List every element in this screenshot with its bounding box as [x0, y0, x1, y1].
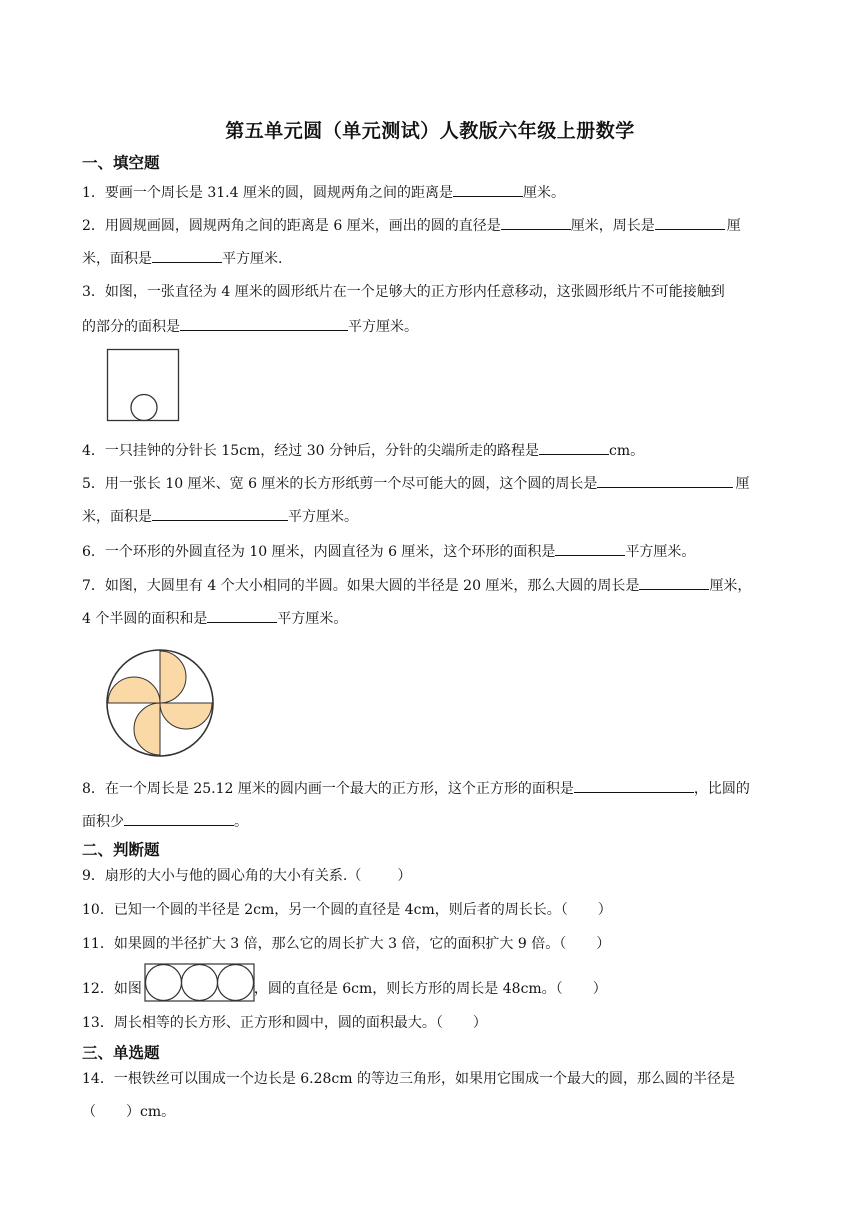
answer-blank[interactable] — [555, 540, 625, 556]
q6-text: 6．一个环形的外圆直径为 10 厘米，内圆直径为 6 厘米，这个环形的面积是 — [82, 544, 556, 560]
question-8 — [82, 777, 750, 799]
q9-text: 9．扇形的大小与他的圆心角的大小有关系.（ — [82, 868, 362, 884]
q14-text: 14．一根铁丝可以围成一个边长是 6.28cm 的等边三角形，如果用它围成一个最大的圆，那么圆的半径是 — [82, 1071, 736, 1087]
q8-text-d: 。 — [234, 814, 248, 830]
answer-blank[interactable] — [180, 315, 348, 331]
q7-text-c: 4 个半圆的面积和是 — [82, 611, 208, 627]
answer-blank[interactable] — [124, 810, 234, 826]
q11-text: 11．如果圆的半径扩大 3 倍，那么它的周长扩大 3 倍，它的面积扩大 9 倍。（ — [82, 936, 567, 952]
q1-text: 1．要画一个周长是 31.4 厘米的圆，圆规两角之间的距离是 — [82, 185, 453, 201]
question-7 — [82, 574, 751, 596]
q10-text: 10．已知一个圆的半径是 2cm，另一个圆的直径是 4cm，则后者的周长长。（ — [82, 902, 568, 918]
q10-close: ） — [597, 902, 612, 918]
question-5-cont — [82, 505, 358, 527]
q7-text-d: 平方厘米。 — [277, 611, 348, 627]
q5-text-d: 平方厘米。 — [288, 509, 358, 525]
question-5 — [82, 472, 749, 494]
q13-text: 13．周长相等的长方形、正方形和圆中，圆的面积最大。（ — [82, 1015, 443, 1031]
pinwheel-circle-figure — [104, 647, 216, 759]
q3-text: 3．如图，一张直径为 4 厘米的圆形纸片在一个足够大的正方形内任意移动，这张圆形纸片不可能接触到 — [82, 284, 725, 300]
q2-text-c: 厘 — [726, 218, 741, 234]
q7-text-b: 厘米， — [709, 578, 752, 594]
q8-text-b: ，比圆的 — [693, 781, 750, 797]
q3-text-c: 平方厘米。 — [348, 319, 418, 335]
question-1 — [82, 181, 565, 203]
question-13 — [82, 1013, 487, 1033]
q2-text-e: 平方厘米. — [222, 251, 283, 267]
question-8-cont — [82, 810, 248, 832]
answer-blank[interactable] — [152, 505, 288, 521]
answer-blank[interactable] — [152, 247, 222, 263]
q11-close: ） — [596, 936, 611, 952]
section-fill-in: 一、填空题 — [82, 154, 160, 172]
section-single-choice: 三、单选题 — [82, 1044, 160, 1062]
q8-text: 8．在一个周长是 25.12 厘米的圆内画一个最大的正方形，这个正方形的面积是 — [82, 781, 574, 797]
q7-text: 7．如图，大圆里有 4 个大小相同的半圆。如果大圆的半径是 20 厘米，那么大圆的周长是 — [82, 578, 640, 594]
question-10 — [82, 900, 612, 920]
q12-close: ） — [592, 981, 607, 997]
question-14 — [82, 1069, 735, 1089]
answer-blank[interactable] — [453, 181, 523, 197]
question-14-cont — [82, 1102, 175, 1122]
q12-text-b: ，圆的直径是 6cm，则长方形的周长是 48cm。（ — [253, 981, 563, 997]
question-3-cont — [82, 315, 418, 337]
answer-blank[interactable] — [574, 777, 694, 793]
question-2-cont — [82, 247, 282, 269]
square-circle-figure — [106, 348, 182, 424]
q5-text: 5．用一张长 10 厘米、宽 6 厘米的长方形纸剪一个尽可能大的圆，这个圆的周长是 — [82, 476, 598, 492]
q5-text-c: 米，面积是 — [82, 509, 152, 525]
q8-text-c: 面积少 — [82, 814, 124, 830]
answer-blank[interactable] — [655, 214, 725, 230]
page-title: 第五单元圆（单元测试）人教版六年级上册数学 — [225, 120, 635, 142]
question-6 — [82, 540, 695, 562]
question-2 — [82, 214, 741, 236]
section-true-false: 二、判断题 — [82, 841, 160, 859]
q2-text-d: 米，面积是 — [82, 251, 152, 267]
question-11 — [82, 934, 610, 954]
question-4 — [82, 439, 644, 461]
q5-text-b: 厘 — [735, 476, 750, 492]
q14-close: ）cm。 — [126, 1104, 176, 1120]
question-3 — [82, 282, 725, 302]
q2-text: 2．用圆规画圆，圆规两角之间的距离是 6 厘米，画出的圆的直径是 — [82, 218, 501, 234]
q4-text: 4．一只挂钟的分针长 15cm，经过 30 分钟后，分针的尖端所走的路程是 — [82, 443, 540, 459]
q6-unit: 平方厘米。 — [625, 544, 696, 560]
q2-text-b: 厘米，周长是 — [570, 218, 655, 234]
answer-blank[interactable] — [501, 214, 571, 230]
three-circles-rectangle-figure — [144, 963, 256, 1003]
question-9 — [82, 866, 411, 886]
q1-unit: 厘米。 — [522, 185, 565, 201]
answer-blank[interactable] — [639, 574, 709, 590]
answer-blank[interactable] — [597, 472, 733, 488]
q13-close: ） — [472, 1015, 487, 1031]
answer-blank[interactable] — [539, 439, 609, 455]
q14-open: （ — [82, 1104, 96, 1120]
q4-unit: cm。 — [609, 443, 645, 459]
question-7-cont — [82, 607, 347, 629]
q12-text: 12．如图 — [82, 981, 142, 997]
q3-text-b: 的部分的面积是 — [82, 319, 180, 335]
answer-blank[interactable] — [207, 607, 277, 623]
q9-close: ） — [397, 868, 412, 884]
